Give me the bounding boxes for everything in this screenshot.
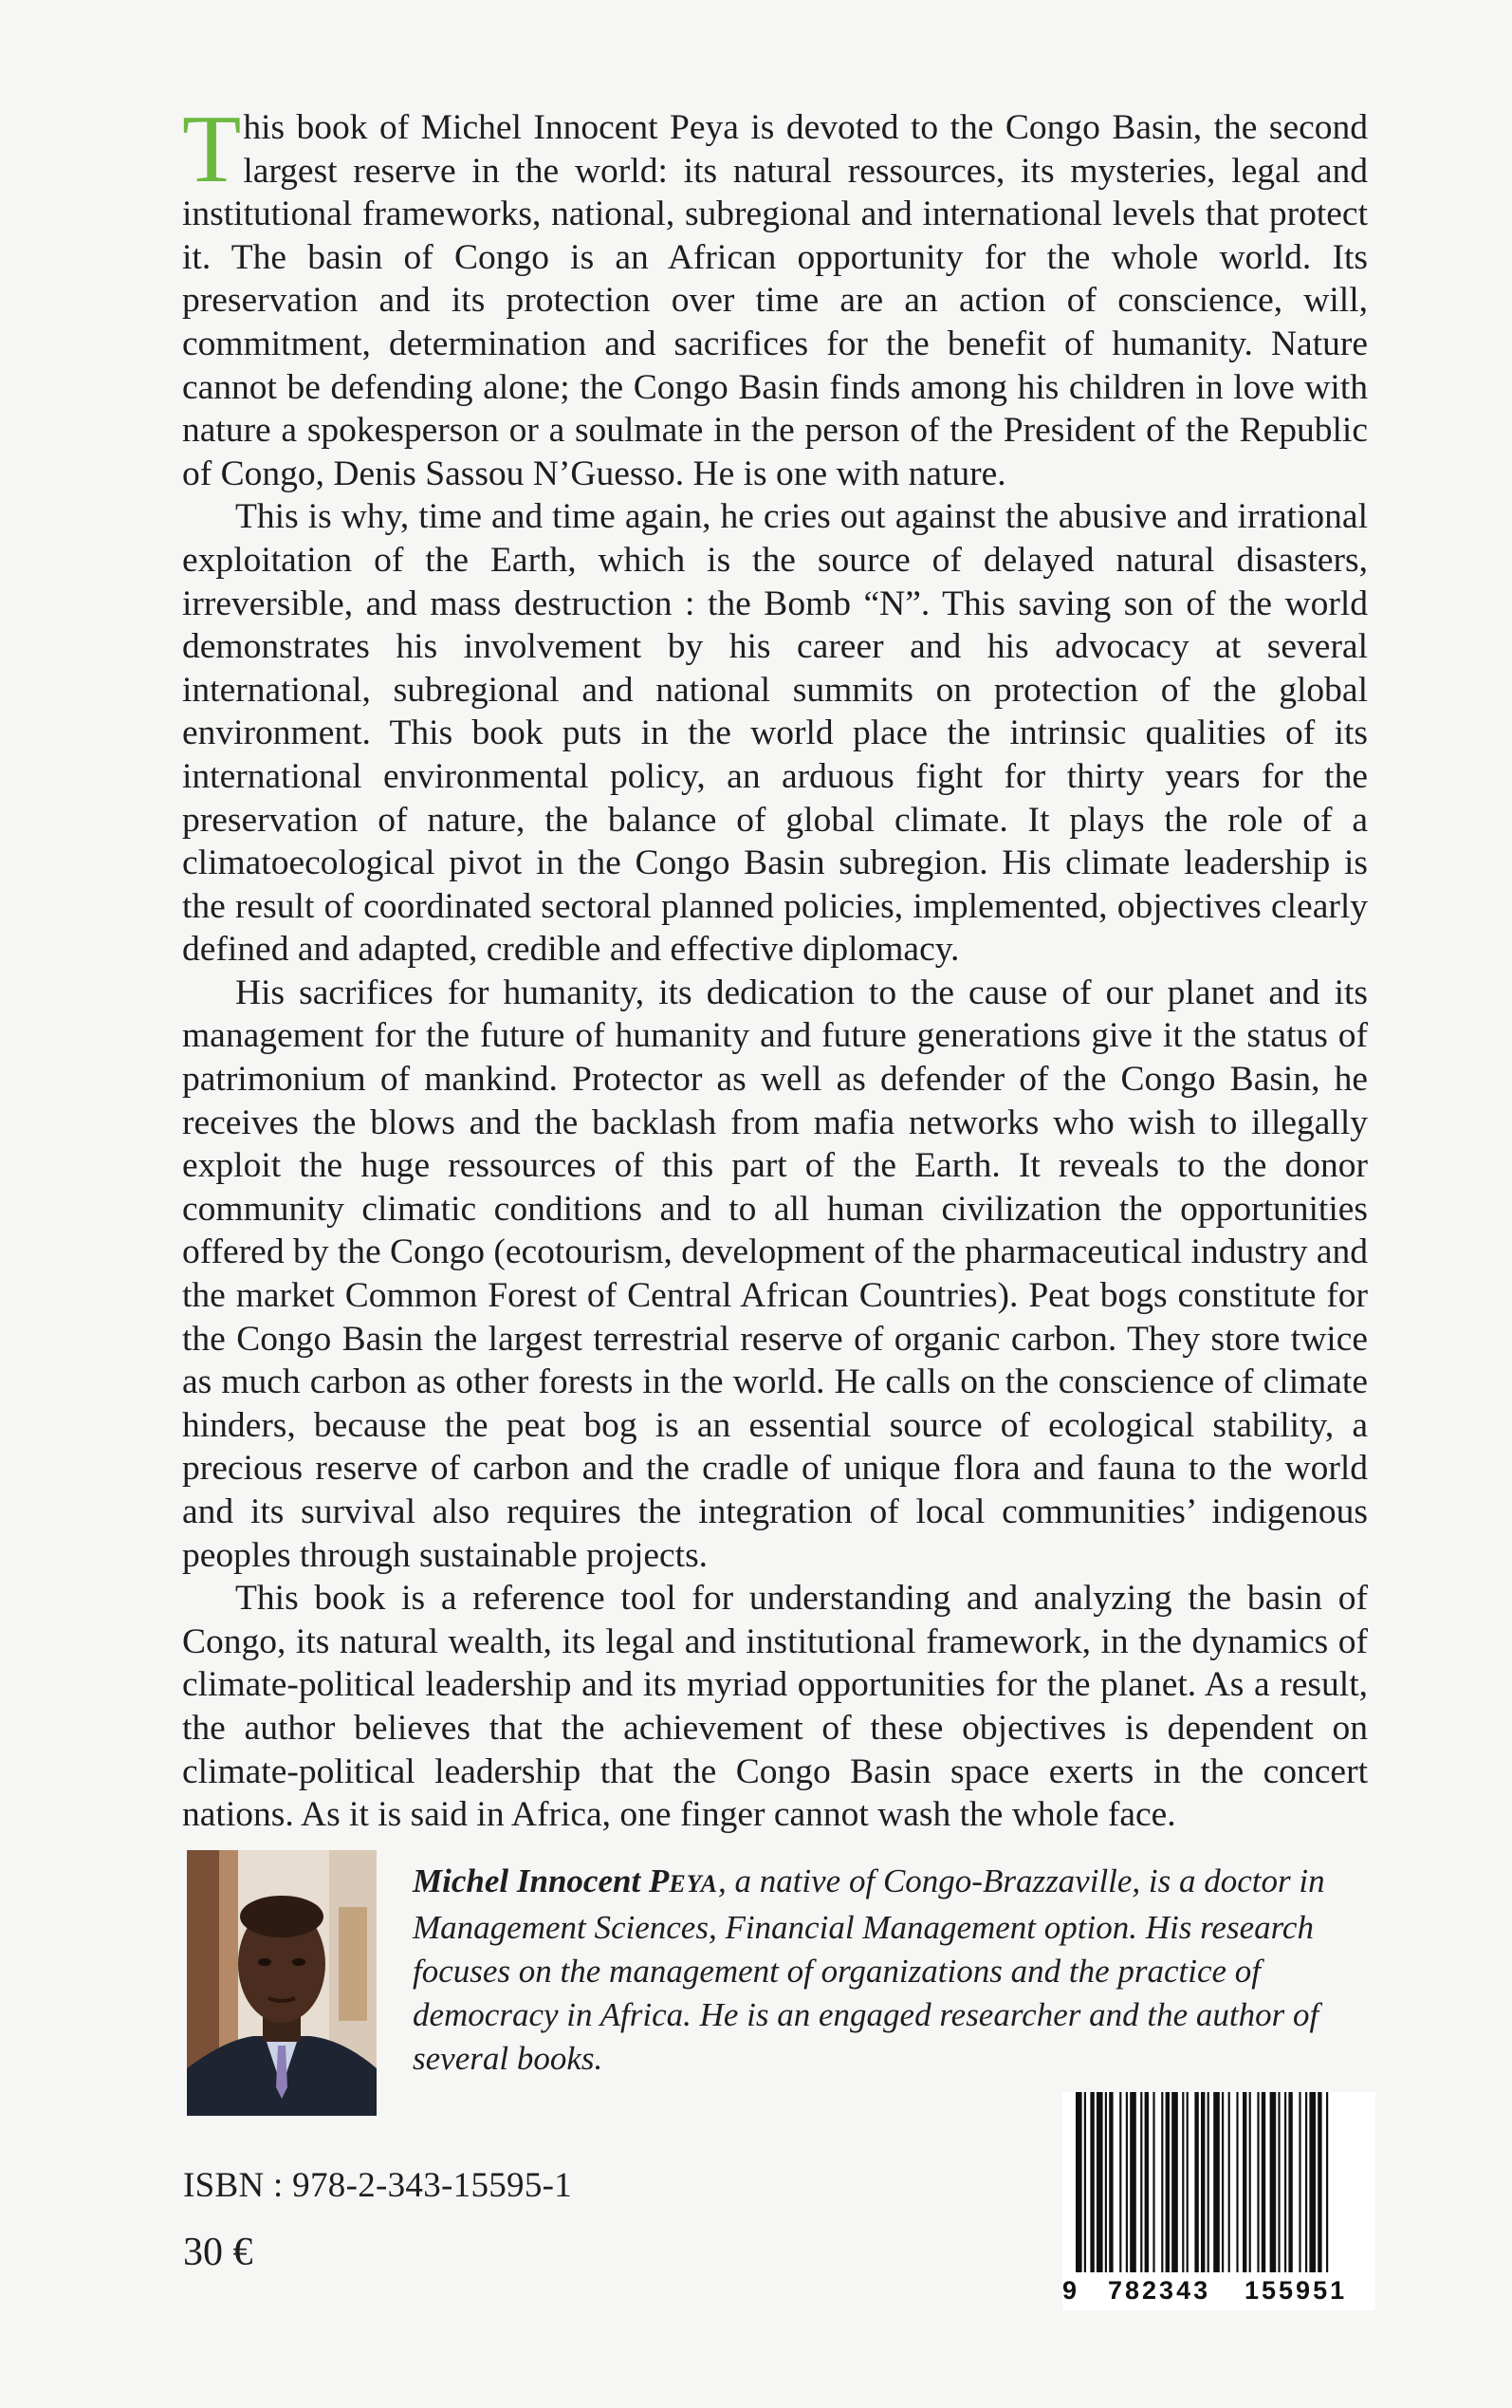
barcode-bar (1236, 2092, 1238, 2272)
barcode-bar (1305, 2092, 1307, 2272)
barcode-digits-left: 782343 (1108, 2276, 1211, 2305)
author-family-rest: EYA (669, 1870, 718, 1898)
blurb-paragraph-4: This book is a reference tool for understanding and analyzing the basin of Congo, its natural wealth, its legal and institutional framework, in the dynamics of climate-political leadership and its myriad opportunities for the planet. As a result, the author believes that the achievement of these objectives is dependent on climate-political leadership that the Congo Basin space exerts in the concert nations. As it is said in Africa, one finger cannot wash the whole face. (182, 1579, 1368, 1835)
barcode-bar (1288, 2092, 1292, 2272)
barcode-bar (1208, 2092, 1209, 2272)
barcode-bar (1257, 2092, 1259, 2272)
barcode-bar (1076, 2092, 1082, 2272)
barcode-bar (1171, 2092, 1178, 2272)
barcode-bar (1182, 2092, 1184, 2272)
author-portrait-image (187, 1850, 377, 2116)
barcode-bar (1309, 2092, 1316, 2272)
barcode-digit-first: 9 (1062, 2276, 1080, 2305)
barcode-bar (1145, 2092, 1149, 2272)
barcode-bar (1140, 2092, 1142, 2272)
barcode-bar (1299, 2092, 1300, 2272)
author-bio (413, 1860, 1366, 2081)
barcode-bar (1090, 2092, 1094, 2272)
blurb-paragraph-1 (182, 96, 1368, 495)
price-text: 30 € (183, 2231, 253, 2274)
author-name (413, 1862, 718, 1899)
barcode-bar (1243, 2092, 1246, 2272)
isbn-text: ISBN : 978-2-343-15595-1 (183, 2166, 573, 2205)
barcode-bar (1161, 2092, 1163, 2272)
barcode-bar (1270, 2092, 1277, 2272)
barcode-bar (1228, 2092, 1230, 2272)
isbn-barcode (1062, 2092, 1375, 2310)
author-photo (187, 1850, 377, 2116)
back-cover-blurb (182, 96, 1368, 1837)
barcode-bars (1072, 2092, 1366, 2272)
barcode-bar (1213, 2092, 1220, 2272)
barcode-bar (1109, 2092, 1113, 2272)
author-given-name: Michel Innocent (413, 1862, 641, 1899)
barcode-digits (1062, 2272, 1375, 2308)
barcode-bar (1318, 2092, 1321, 2272)
barcode-bar (1194, 2092, 1198, 2272)
barcode-bar (1222, 2092, 1224, 2272)
barcode-bar (1105, 2092, 1107, 2272)
barcode-bar (1166, 2092, 1170, 2272)
barcode-bar (1278, 2092, 1280, 2272)
author-bio-text: , a native of Congo-Brazzaville, is a doctor in Management Sciences, Financial Management option. His research focuses on the management of organizations and the practice of democracy in Africa. He is an engaged researcher and the author of several books. (413, 1862, 1325, 2077)
barcode-bar (1097, 2092, 1103, 2272)
barcode-bar (1262, 2092, 1265, 2272)
blurb-paragraph-2: This is why, time and time again, he cries out against the abusive and irrational exploitation of the Earth, which is the source of delayed natural disasters, irreversible, and mass destruction : the Bomb “N”. This saving son of the world demonstrates his involvement by his career and his advocacy at several international, subregional and national summits on protection of the global environment. This book puts in the world place the intrinsic qualities of its international environmental policy, an arduous fight for thirty years for the preservation of nature, the balance of global climate. It plays the role of a climatoecological pivot in the Congo Basin subregion. His climate leadership is the result of coordinated sectoral planned policies, implemented, objectives clearly defined and adapted, credible and effective diplomacy. (182, 497, 1368, 970)
blurb-paragraph-3: His sacrifices for humanity, its dedication to the cause of our planet and its management for the future of humanity and future generations give it the status of patrimonium of mankind. Protector as well as defender of the Congo Basin, he receives the blows and the backlash from mafia networks who wish to illegally exploit the huge ressources of this part of the Earth. It reveals to the donor community climatic conditions and to all human civilization the opportunities offered by the Congo (ecotourism, development of the pharmaceutical industry and the market Common Forest of Central African Countries). Peat bogs constitute for the Congo Basin the largest terrestrial reserve of organic carbon. They store twice as much carbon as other forests in the world. He calls on the conscience of climate hinders, because the peat bog is an essential source of ecological stability, a precious reserve of carbon and the cradle of unique flora and fauna to the world and its survival also requires the integration of local communities’ indigenous peoples through sustainable projects. (182, 972, 1368, 1575)
barcode-bar (1126, 2092, 1128, 2272)
author-family-initial: P (648, 1862, 670, 1899)
barcode-bar (1187, 2092, 1189, 2272)
barcode-bar (1326, 2092, 1328, 2272)
barcode-bar (1084, 2092, 1086, 2272)
barcode-bar (1249, 2092, 1251, 2272)
drop-cap-letter: T (182, 96, 242, 203)
barcode-bar (1130, 2092, 1136, 2272)
barcode-bar (1201, 2092, 1205, 2272)
blurb-paragraph-1-text: his book of Michel Innocent Peya is devoted to the Congo Basin, the second largest reserve in the world: its natural ressources, its mysteries, legal and institutional frameworks, national, subregional and international levels that protect it. The basin of Congo is an African opportunity for the whole world. Its preservation and its protection over time are an action of conscience, will, commitment, determination and sacrifices for the benefit of humanity. Nature cannot be defending alone; the Congo Basin finds among his children in love with nature a spokesperson or a soulmate in the person of the President of the Republic of Congo, Denis Sassou N’Guesso. He is one with nature. (182, 108, 1368, 493)
barcode-bar (1152, 2092, 1154, 2272)
barcode-digits-right: 155951 (1245, 2276, 1348, 2305)
barcode-bar (1119, 2092, 1121, 2272)
barcode-bar (1284, 2092, 1286, 2272)
